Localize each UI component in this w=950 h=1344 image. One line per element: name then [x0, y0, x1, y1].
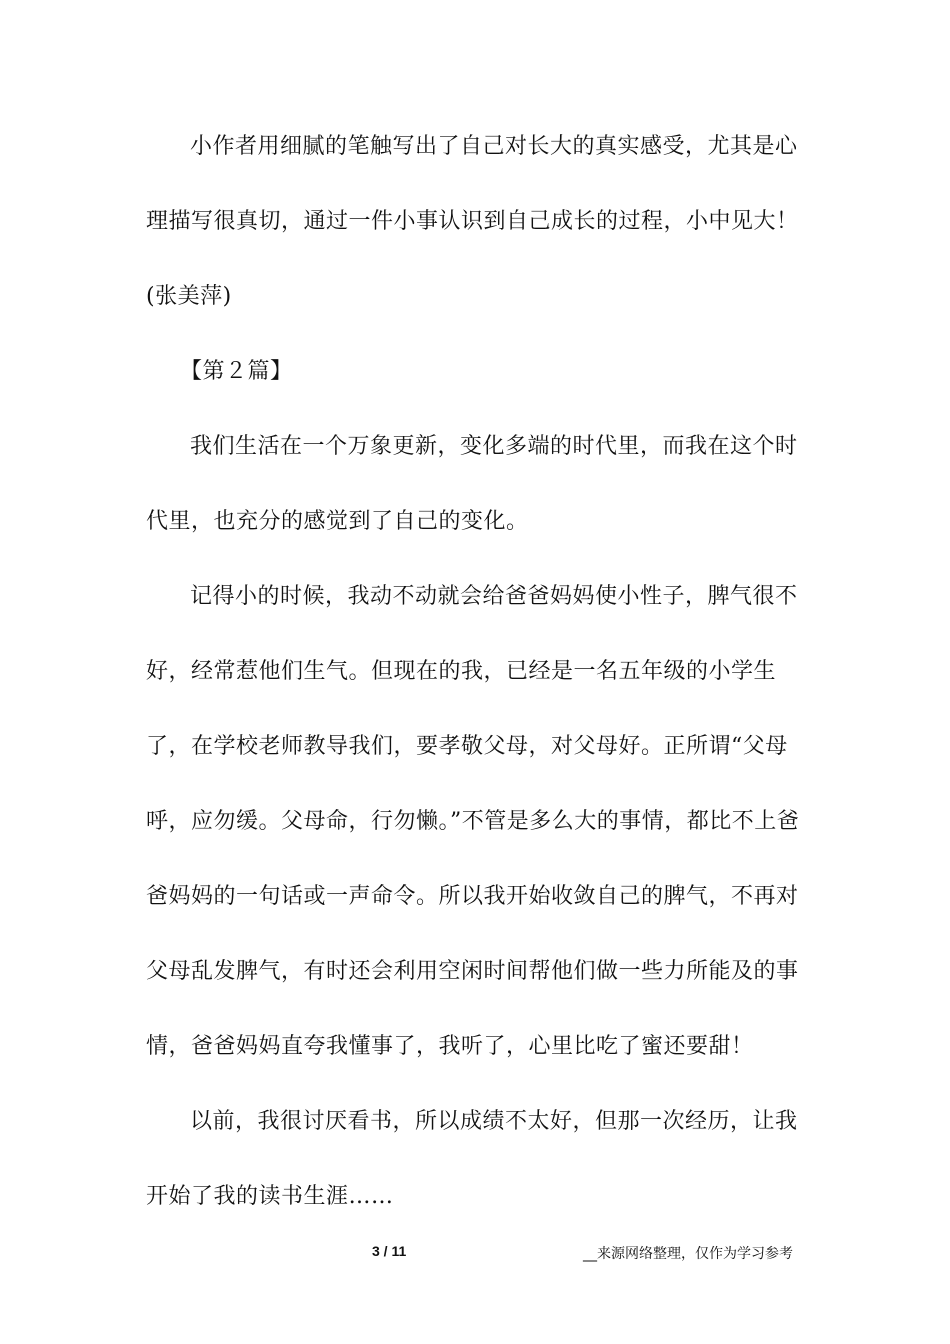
page-number: 3 / 11: [372, 1243, 407, 1259]
paragraph-1-line-1: 小作者用细腻的笔触写出了自己对长大的真实感受，尤其是心: [190, 134, 798, 159]
paragraph-4-line-1: 以前，我很讨厌看书，所以成绩不太好，但那一次经历，让我: [190, 1109, 798, 1134]
paragraph-3-line-2: 好，经常惹他们生气。但现在的我，已经是一名五年级的小学生: [146, 659, 777, 684]
paragraph-3-line-5: 爸妈妈的一句话或一声命令。所以我开始收敛自己的脾气，不再对: [146, 884, 799, 909]
paragraph-3-line-4: 呼，应勿缓。父母命，行勿懒。”不管是多么大的事情，都比不上爸: [146, 809, 800, 834]
section-heading: 【第２篇】: [180, 359, 293, 384]
paragraph-4-line-2: 开始了我的读书生涯……: [146, 1184, 394, 1209]
paragraph-3-line-1: 记得小的时候，我动不动就会给爸爸妈妈使小性子，脾气很不: [190, 584, 798, 609]
paragraph-3-line-6: 父母乱发脾气，有时还会利用空闲时间帮他们做一些力所能及的事: [146, 959, 799, 984]
paragraph-2-line-1: 我们生活在一个万象更新，变化多端的时代里，而我在这个时: [190, 434, 798, 459]
paragraph-2-line-2: 代里，也充分的感觉到了自己的变化。: [146, 509, 529, 534]
footer-note: __来源网络整理，仅作为学习参考: [583, 1246, 793, 1262]
paragraph-3-line-3: 了，在学校老师教导我们，要孝敬父母，对父母好。正所谓“父母: [146, 734, 788, 759]
paragraph-1-signature: (张美萍): [146, 284, 232, 309]
paragraph-3-line-7: 情，爸爸妈妈直夸我懂事了，我听了，心里比吃了蜜还要甜！: [146, 1034, 754, 1059]
paragraph-1-line-2: 理描写很真切，通过一件小事认识到自己成长的过程，小中见大！: [146, 209, 799, 234]
